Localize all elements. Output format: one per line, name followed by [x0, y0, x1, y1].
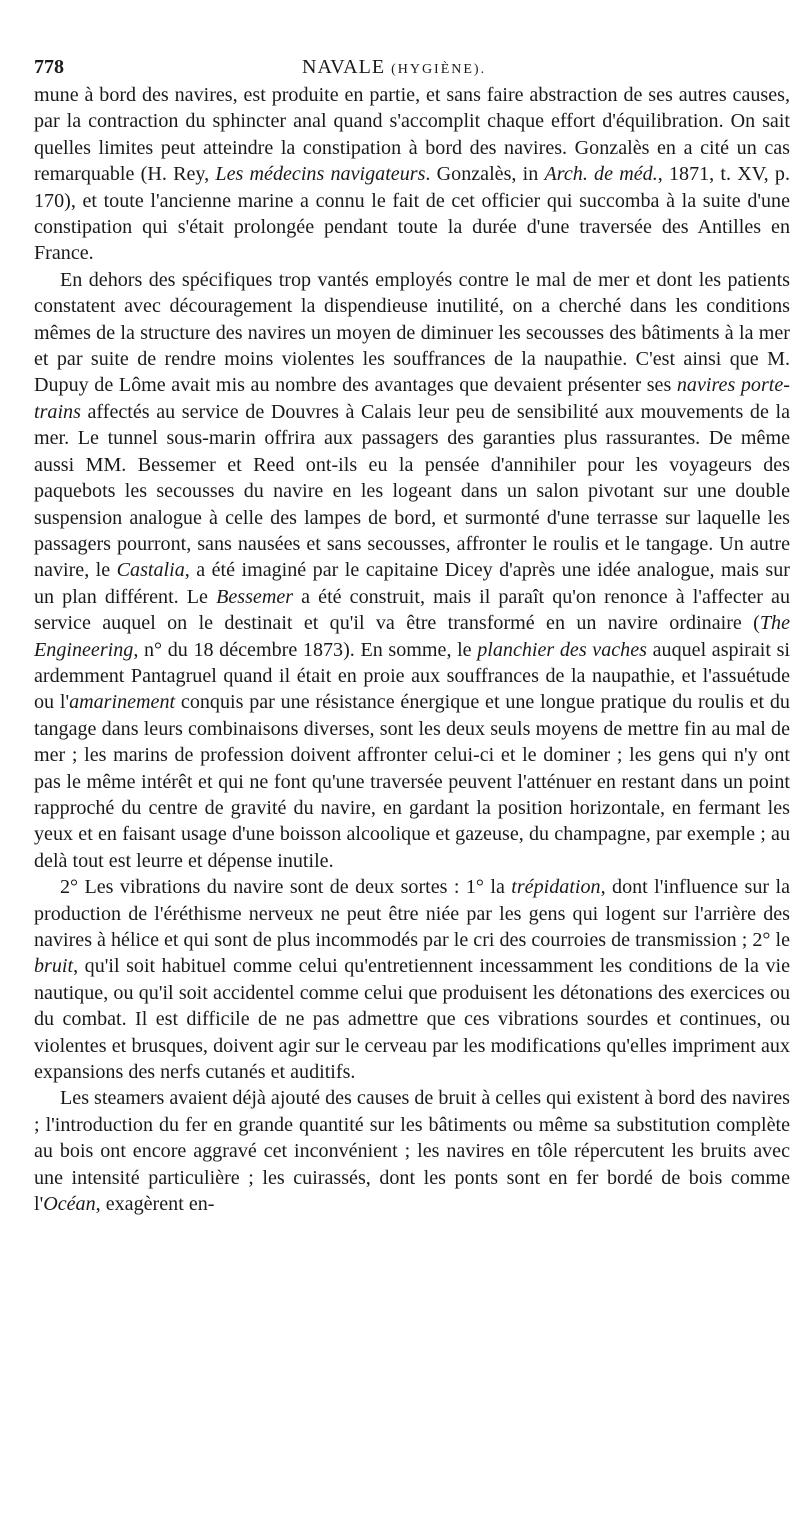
page-header: [34, 52, 790, 82]
document-page: [34, 52, 790, 1217]
running-title: NAVALE: [302, 56, 386, 78]
italic-text: amarinement: [69, 691, 176, 714]
paragraph: [34, 874, 790, 1085]
running-head: [302, 52, 486, 85]
italic-text: trépidation: [511, 876, 601, 899]
italic-text: planchier des vaches: [477, 638, 647, 661]
italic-text: Les médecins navigateurs: [215, 163, 426, 186]
italic-text: navires porte-trains: [34, 374, 790, 423]
text-run: a été construit, mais il paraît qu'on renonce à l'affecter au service auquel on le destinait et qu'il va être transformé en un navire ordinaire (: [34, 585, 790, 635]
text-run: affectés au service de Douvres à Calais leur peu de sensibilité aux mouvements de la mer. Le tunnel sous-marin offrira aux passagers des garanties plus rassurantes. De même aussi MM. Bessemer et Reed ont-ils eu la pensée d'annihiler pour les voyageurs des paquebots les secousses du navire en les logeant dans un salon pivotant sur une double suspension analogue à celle des lampes de bord, et surmonté d'une terrasse sur laquelle les passagers pourront, sans nausées et sans secousses, affronter le roulis et le tangage. Un autre navire, le: [34, 400, 790, 582]
text-run: auquel aspirait si ardemment Pantagruel quand il était en proie aux souffrances de la naupathie, et l'assuétude ou l': [34, 638, 790, 714]
running-subtitle: (HYGIÈNE).: [391, 62, 487, 77]
page-number: 778: [34, 56, 64, 78]
text-run: , dont l'influence sur la production de l'éréthisme nerveux ne peut être niée par les gens qui logent sur l'arrière des navires à hélice et qui sont de plus incommodés par le cri des courroies de transmission ; 2° le: [34, 876, 791, 951]
text-run: mune à bord des navires, est produite en partie, et sans faire abstraction de ses autres causes, par la contraction du sphincter anal quand s'accomplit chaque effort d'équilibration. On sait quelles limites peut atteindre la constipation à bord des navires. Gonzalès en a cité un cas remarquable (H. Rey,: [34, 84, 790, 186]
italic-text: bruit: [34, 955, 74, 978]
text-run: En dehors des spécifiques trop vantés employés contre le mal de mer et dont les patients constatent avec découragement la dispendieuse inutilité, on a cherché dans les conditions mêmes de la structure des navires un moyen de diminuer les secousses des bâtiments à la mer et par suite de rendre moins violentes les souffrances de la naupathie. C'est ainsi que M. Dupuy de Lôme avait mis au nombre des avantages que devaient présenter ses: [34, 268, 790, 397]
paragraph: [34, 1085, 790, 1217]
text-run: conquis par une résistance énergique et une longue pratique du roulis et du tangage dans leurs combinaisons diverses, sont les deux seuls moyens de mettre fin au mal de mer ; les marins de profession doivent affronter celui-ci et le dominer ; les gens qui n'y ont pas le même intérêt et qui ne font qu'une traversée peuvent l'atténuer en restant dans un point rapproché du centre de gravité du navire, en gardant la position horizontale, en fermant les yeux et en faisant usage d'une boisson alcoolique et gazeuse, du champagne, par exemple ; au delà tout est leurre et dépense inutile.: [34, 691, 790, 872]
text-run: , exagèrent en-: [95, 1193, 215, 1216]
italic-text: Océan: [43, 1193, 96, 1216]
text-run: . Gonzalès, in: [425, 163, 545, 186]
text-run: , 1871, t. XV, p. 170), et toute l'ancienne marine a connu le fait de cet officier qui succomba à la suite d'une constipation qui s'était prolongée pendant toute la durée d'une traversée des Antilles en France.: [34, 163, 790, 265]
text-run: , qu'il soit habituel comme celui qu'entretiennent incessamment les conditions de la vie nautique, ou qu'il soit accidentel comme celui que produisent les détonations des exercices ou du combat. Il est difficile de ne pas admettre que ces vibrations sourdes et continues, ou violentes et brusques, doivent agir sur le cerveau par les modifications qu'elles impriment aux expansions des nerfs cutanés et auditifs.: [34, 955, 790, 1084]
text-run: , a été imaginé par le capitaine Dicey d'après une idée analogue, mais sur un plan différent. Le: [34, 559, 790, 608]
body-text: [34, 82, 790, 1217]
text-run: Les steamers avaient déjà ajouté des causes de bruit à celles qui existent à bord des navires ; l'introduction du fer en grande quantité sur les bâtiments ou même sa substitution complète au bois ont encore aggravé cet inconvénient ; les navires en tôle répercutent les bruits avec une intensité particulière ; les cuirassés, dont les ponts sont en fer bordé de bois comme l': [34, 1087, 790, 1216]
paragraph: [34, 267, 790, 874]
italic-text: Arch. de méd.: [544, 163, 658, 186]
italic-text: Bessemer: [216, 585, 294, 608]
text-run: , n° du 18 décembre 1873). En somme, le: [133, 638, 478, 661]
paragraph: [34, 82, 790, 267]
italic-text: The Engineering: [34, 612, 790, 661]
text-run: 2° Les vibrations du navire sont de deux sortes : 1° la: [60, 876, 512, 899]
italic-text: Castalia: [116, 559, 185, 582]
